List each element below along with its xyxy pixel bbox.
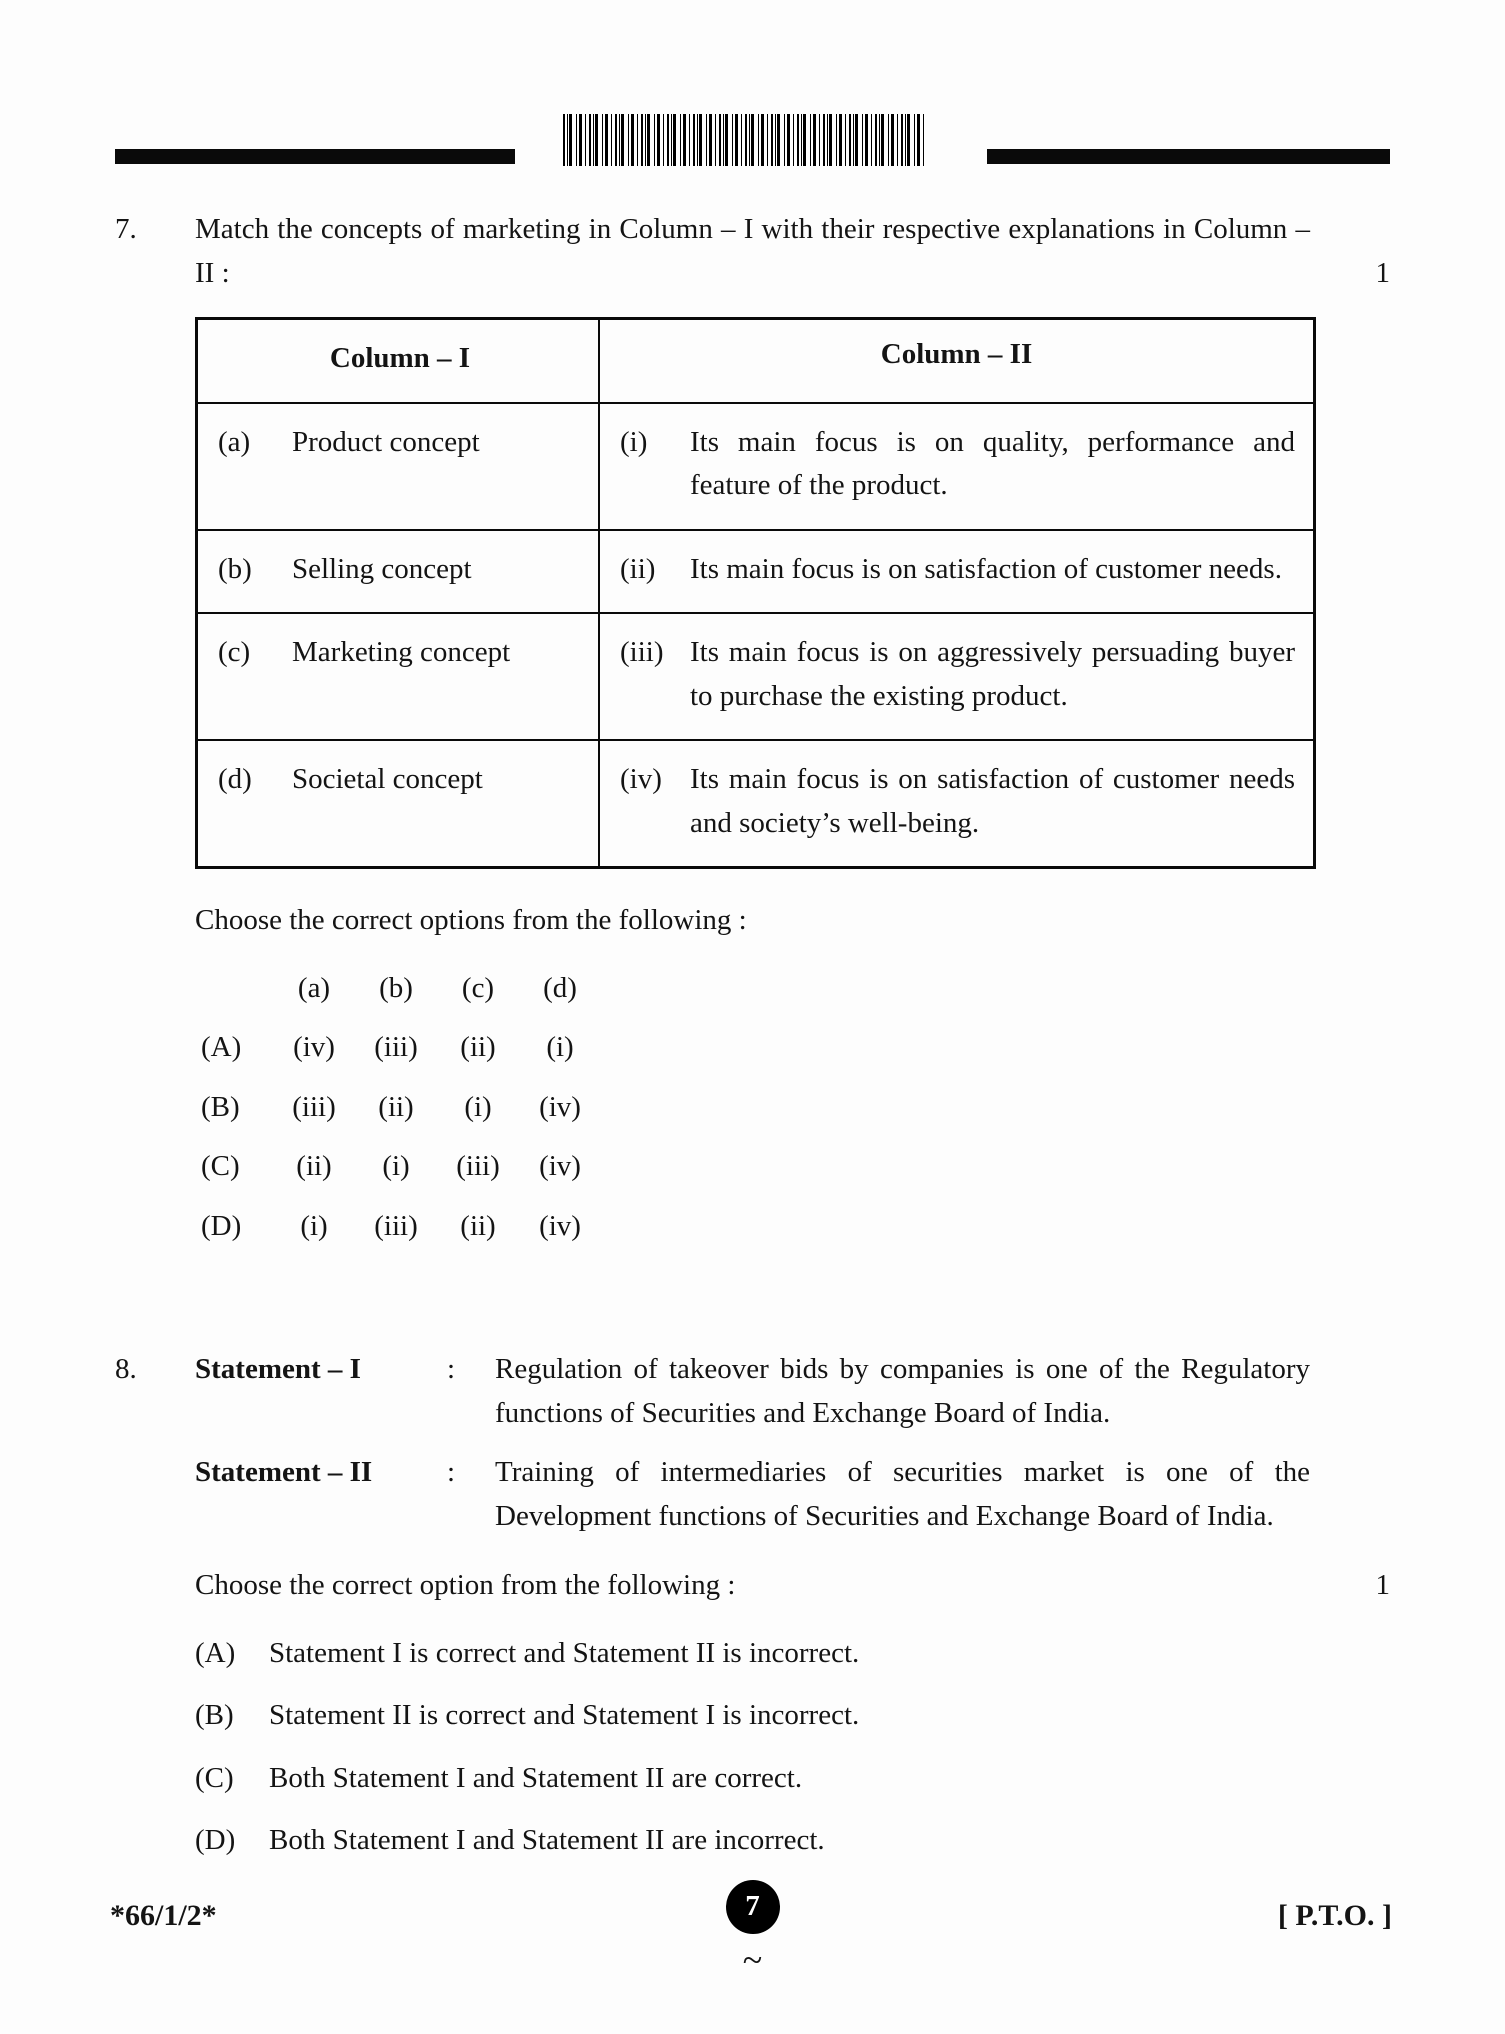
option-cell: (ii) <box>378 1090 414 1123</box>
question-8-marks: 1 <box>1375 1569 1390 1601</box>
table-row <box>198 404 1313 531</box>
question-7 <box>115 208 1390 1264</box>
option-row-D <box>201 1205 1390 1249</box>
row-c-text: Marketing concept <box>292 636 511 668</box>
row-ii-label: (ii) <box>620 552 656 585</box>
tilde-mark: ~ <box>742 1940 763 1980</box>
option-cell: (ii) <box>460 1209 496 1242</box>
question-7-number: 7. <box>115 213 137 245</box>
row-c-label: (c) <box>218 636 251 668</box>
barcode <box>563 114 925 166</box>
row-iv-text: Its main focus is on satisfaction of customer needs and society’s well-being. <box>690 763 1295 839</box>
row-d-label: (d) <box>218 763 252 795</box>
option-row-B <box>195 1694 1310 1738</box>
question-8-choose-line: Choose the correct option from the following : <box>195 1569 736 1601</box>
option-cell: (ii) <box>460 1031 496 1063</box>
question-7-prompt: Match the concepts of marketing in Column – I with their respective explanations in Column – II : <box>195 213 1310 289</box>
top-decoration <box>115 112 1390 166</box>
statement-1-colon: : <box>447 1353 456 1385</box>
option-row-C <box>195 1757 1310 1801</box>
option-cell: (iv) <box>293 1031 335 1063</box>
option-label: (C) <box>201 1150 240 1182</box>
option-cell: (iii) <box>374 1209 418 1242</box>
option-text: Both Statement I and Statement II are correct. <box>269 1761 803 1794</box>
option-text: Statement I is correct and Statement II is incorrect. <box>269 1636 860 1669</box>
question-8-number: 8. <box>115 1353 137 1385</box>
header-b: (b) <box>379 971 413 1004</box>
option-cell: (iii) <box>374 1031 418 1063</box>
table-header-col1: Column – I <box>198 320 600 402</box>
option-label: (B) <box>195 1699 234 1731</box>
option-cell: (iv) <box>539 1150 581 1182</box>
page-number: 7 <box>745 1890 760 1923</box>
option-cell: (iv) <box>539 1090 581 1123</box>
option-row-A <box>201 1026 1390 1070</box>
table-header-col2: Column – II <box>880 338 1033 370</box>
table-row <box>198 614 1313 741</box>
option-text: Both Statement I and Statement II are incorrect. <box>269 1824 825 1856</box>
option-row-A <box>195 1632 1310 1676</box>
option-label: (D) <box>195 1824 236 1856</box>
option-label: (C) <box>195 1761 234 1794</box>
statement-2-label: Statement – II <box>195 1456 373 1488</box>
options-header-row <box>201 967 1390 1011</box>
option-cell: (i) <box>300 1209 328 1242</box>
table-header-row <box>198 320 1313 404</box>
option-row-B <box>201 1086 1390 1130</box>
table-row <box>198 531 1313 615</box>
option-cell: (iv) <box>539 1209 581 1242</box>
statement-2-colon: : <box>447 1456 456 1488</box>
row-iv-label: (iv) <box>620 763 662 795</box>
option-label: (A) <box>201 1031 242 1063</box>
statement-2 <box>195 1451 1310 1538</box>
statement-1 <box>195 1348 1310 1435</box>
option-cell: (iii) <box>456 1150 500 1182</box>
paper-code: *66/1/2* <box>110 1899 217 1932</box>
match-table <box>195 317 1316 869</box>
row-ii-text: Its main focus is on satisfaction of customer needs. <box>690 552 1282 585</box>
page-number-badge <box>726 1880 780 1934</box>
option-row-C <box>201 1145 1390 1189</box>
header-c: (c) <box>461 971 495 1004</box>
option-cell: (iii) <box>292 1090 336 1123</box>
row-b-label: (b) <box>218 552 252 585</box>
question-8 <box>115 1348 1390 1882</box>
row-iii-label: (iii) <box>620 636 664 668</box>
row-i-label: (i) <box>620 425 648 458</box>
row-b-text: Selling concept <box>292 552 472 585</box>
option-cell: (ii) <box>296 1150 332 1182</box>
option-cell: (i) <box>464 1090 492 1123</box>
option-cell: (i) <box>382 1150 410 1182</box>
row-iii-text: Its main focus is on aggressively persuading buyer to purchase the existing product. <box>690 636 1295 712</box>
header-a: (a) <box>297 971 331 1004</box>
option-text: Statement II is correct and Statement I is incorrect. <box>269 1699 860 1731</box>
question-7-choose-line: Choose the correct options from the following : <box>195 904 747 936</box>
pto-label: [ P.T.O. ] <box>1277 1899 1392 1932</box>
right-rule <box>987 149 1390 164</box>
option-label: (A) <box>195 1636 236 1669</box>
option-row-D <box>195 1819 1310 1863</box>
header-d: (d) <box>543 971 577 1004</box>
statement-1-text: Regulation of takeover bids by companies is one of the Regulatory functions of Securities and Exchange Board of India. <box>495 1353 1310 1429</box>
row-a-label: (a) <box>218 425 251 458</box>
statement-2-text: Training of intermediaries of securities market is one of the Development functions of Securities and Exchange Board of India. <box>495 1456 1310 1532</box>
row-a-text: Product concept <box>292 425 480 458</box>
row-i-text: Its main focus is on quality, performance and feature of the product. <box>690 425 1295 501</box>
option-label: (D) <box>201 1209 242 1242</box>
option-cell: (i) <box>546 1031 574 1063</box>
statement-1-label: Statement – I <box>195 1353 361 1385</box>
option-label: (B) <box>201 1090 240 1123</box>
left-rule <box>115 149 515 164</box>
question-7-marks: 1 <box>1375 256 1390 289</box>
row-d-text: Societal concept <box>292 763 483 795</box>
table-row <box>198 741 1313 866</box>
question-7-options <box>201 967 1390 1249</box>
